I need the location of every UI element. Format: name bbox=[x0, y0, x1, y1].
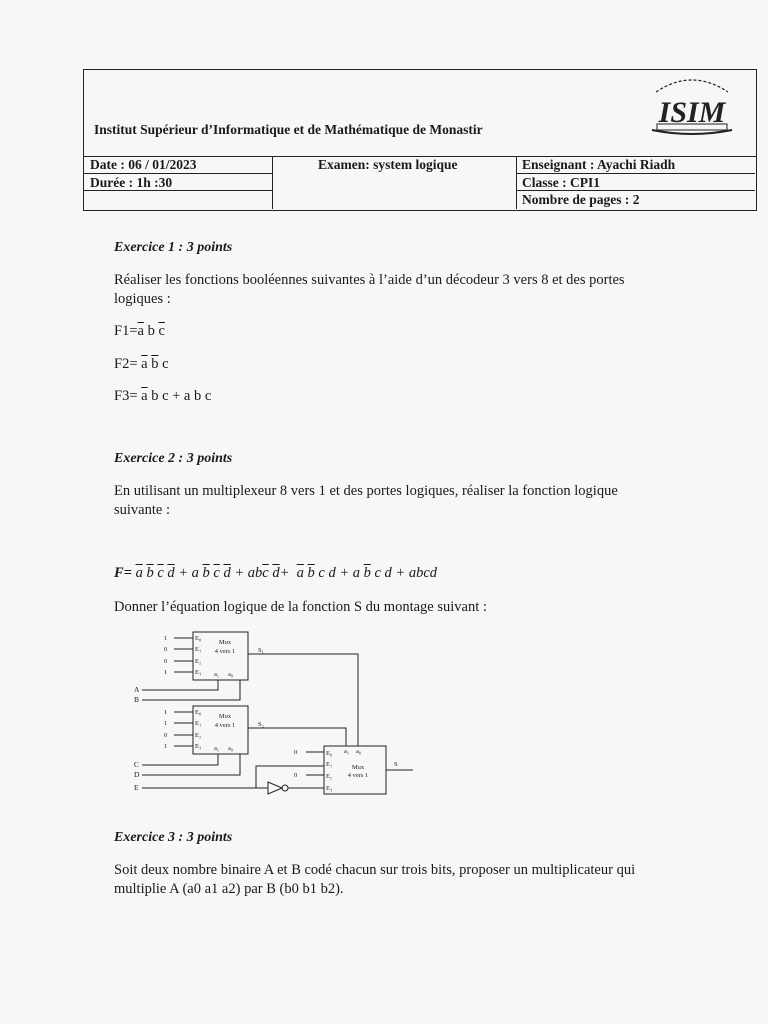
mux-2-in-0: 1 bbox=[164, 709, 168, 716]
exam-date: Date : 06 / 01/2023 bbox=[90, 157, 197, 172]
signal-d: D bbox=[134, 770, 140, 779]
mux-1-in-2: 0 bbox=[164, 658, 168, 665]
mux-2-sel-a1: a₁ bbox=[214, 745, 220, 752]
mux-3-e1: E₁ bbox=[326, 761, 333, 768]
mux-1-sel-a1: a₁ bbox=[214, 671, 220, 678]
class: Classe : CPI1 bbox=[522, 175, 600, 190]
mux-2-in-2: 0 bbox=[164, 732, 168, 739]
col-divider-1 bbox=[272, 156, 273, 209]
exercise-2-text-line1: En utilisant un multiplexeur 8 vers 1 et des portes logiques, réaliser la fonction logique bbox=[114, 483, 618, 499]
col-divider-2 bbox=[516, 156, 517, 209]
f-label: F= bbox=[114, 565, 132, 581]
mux-3-sel-a1: a₁ bbox=[344, 748, 350, 755]
f3-label: F3= bbox=[114, 388, 142, 404]
logo-text: ISIM bbox=[658, 96, 726, 129]
mux-1-in-3: 1 bbox=[164, 669, 168, 676]
f2-label: F2= bbox=[114, 356, 142, 372]
mux-1-e3: E₃ bbox=[195, 669, 202, 676]
output-s: S bbox=[394, 761, 398, 768]
mux-2-sel-a0: a₀ bbox=[228, 745, 234, 752]
mux-1-e0: E₀ bbox=[195, 635, 202, 642]
output-s2: S₂ bbox=[258, 721, 264, 728]
mux-2-e3: E₃ bbox=[195, 743, 202, 750]
exercise-1-title: Exercice 1 : 3 points bbox=[114, 240, 233, 255]
mux-2-in-1: 1 bbox=[164, 720, 168, 727]
mux-2-in-3: 1 bbox=[164, 743, 168, 750]
output-s1: S₁ bbox=[258, 647, 264, 654]
mux-3-sub: 4 vers 1 bbox=[347, 772, 369, 779]
exercise-2-text-line2: suivante : bbox=[114, 502, 170, 518]
equation-f3: $F3= \overline{a}$ b c + a b c bbox=[114, 388, 212, 404]
mux-2-e0: E₀ bbox=[195, 709, 202, 716]
mux-circuit-diagram bbox=[128, 628, 418, 800]
mux-1-sel-a0: a₀ bbox=[228, 671, 234, 678]
exercise-3-text-line1: Soit deux nombre binaire A et B codé chacun sur trois bits, proposer un multiplicateur qui bbox=[114, 862, 636, 878]
row-divider-left bbox=[84, 173, 272, 174]
mux-3-in-0: 0 bbox=[294, 749, 298, 756]
mux-2-e2: E₂ bbox=[195, 732, 202, 739]
mux-3-e3: E₃ bbox=[326, 785, 333, 792]
mux-1-e2: E₂ bbox=[195, 658, 202, 665]
mux-1-label: Mux bbox=[218, 639, 232, 646]
mux-3-e2: E₂ bbox=[326, 773, 333, 780]
mux-2-label: Mux bbox=[218, 713, 232, 720]
exam-duration: Durée : 1h :30 bbox=[90, 175, 173, 190]
exercise-3-title: Exercice 3 : 3 points bbox=[114, 830, 233, 845]
exercise-1-text-line1: Réaliser les fonctions booléennes suivantes à l’aide d’un décodeur 3 vers 8 et des portes bbox=[114, 272, 625, 288]
signal-c: C bbox=[134, 760, 140, 769]
mux-1-in-0: 1 bbox=[164, 635, 168, 642]
signal-a: A bbox=[134, 685, 140, 694]
mux-2-sub: 4 vers 1 bbox=[214, 722, 236, 729]
mux-1-sub: 4 vers 1 bbox=[214, 648, 236, 655]
isim-logo bbox=[632, 72, 752, 138]
equation-f2: $F2= \overline{a}$ $\overline{b}$ c bbox=[114, 356, 169, 372]
teacher: Enseignant : Ayachi Riadh bbox=[522, 157, 676, 172]
exercise-1-text-line2: logiques : bbox=[114, 291, 171, 307]
mux-3-label: Mux bbox=[351, 764, 365, 771]
institution-name: Institut Supérieur d’Informatique et de Mathématique de Monastir bbox=[94, 122, 483, 137]
mux-3-in-2: 0 bbox=[294, 772, 298, 779]
mux-2-e1: E₁ bbox=[195, 720, 202, 727]
mux-3-sel-a0: a₀ bbox=[356, 748, 362, 755]
equation-f1: $F1=\overline{a}$ b $\overline{c}$ bbox=[114, 323, 165, 339]
signal-e: E bbox=[134, 783, 139, 792]
mux-1-in-1: 0 bbox=[164, 646, 168, 653]
equation-f: $F= \overline{a}$ $\overline{b}$ $\overline{c}$ $\overline{d} + a$ $\overline{b}$ $\overline{c}$ $\overline{d} + ab\overline{c}$ $\overline{d}+ \overline{a}$ $\overline{b}$ c d + a $\overline{b}$ c d + abcd bbox=[114, 565, 438, 581]
exercise-3-text-line2: multiplie A (a0 a1 a2) par B (b0 b1 b2). bbox=[114, 881, 344, 897]
exercise-2-question: Donner l’équation logique de la fonction S du montage suivant : bbox=[114, 599, 487, 615]
signal-b: B bbox=[134, 695, 140, 704]
exam-subject: Examen: system logique bbox=[318, 157, 458, 172]
mux-3-e0: E₀ bbox=[326, 750, 333, 757]
page-count: Nombre de pages : 2 bbox=[522, 192, 640, 207]
f1-label: F1= bbox=[114, 323, 138, 339]
mux-1-e1: E₁ bbox=[195, 646, 202, 653]
row-divider-right-1 bbox=[516, 173, 755, 174]
exercise-2-title: Exercice 2 : 3 points bbox=[114, 451, 233, 466]
